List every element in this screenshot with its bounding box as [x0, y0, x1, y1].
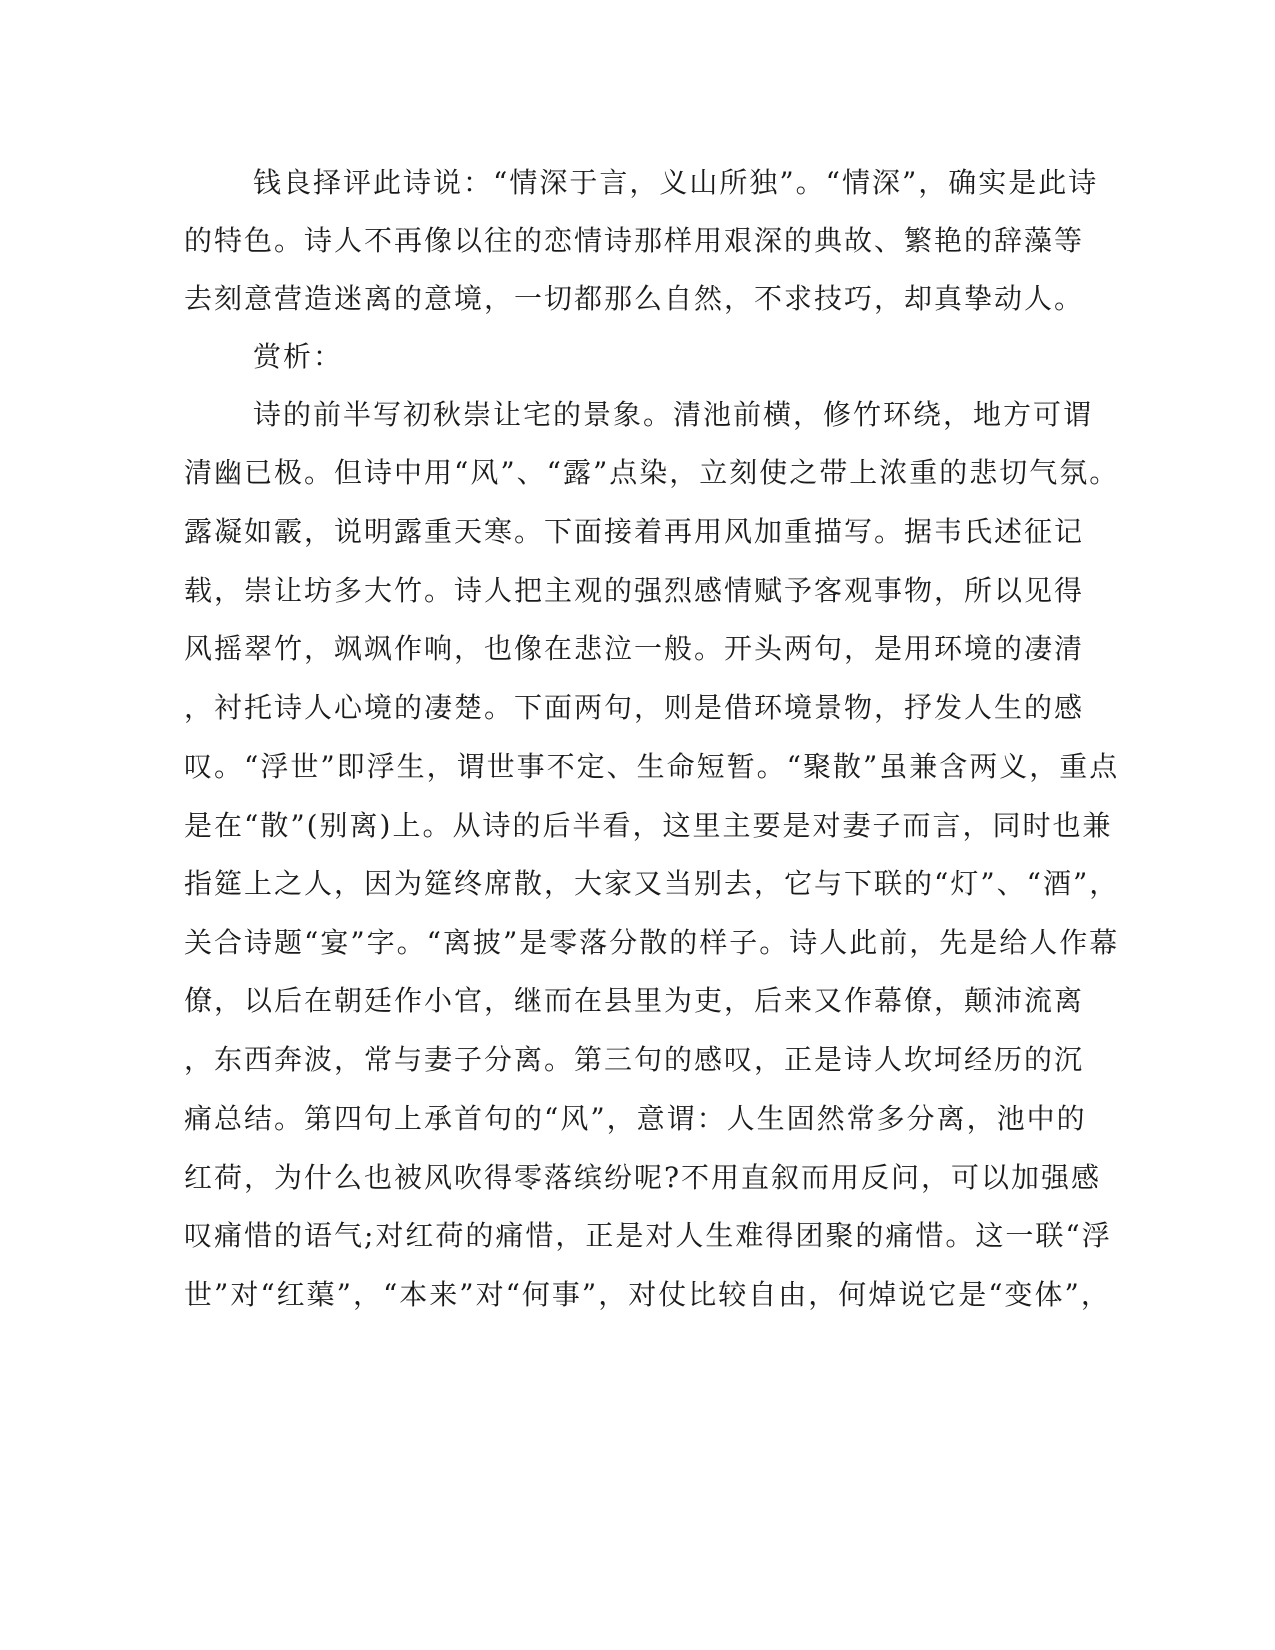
text-line: 是在“散”(别离)上。从诗的后半看，这里主要是对妻子而言，同时也兼: [184, 809, 1113, 842]
text-line: 叹。“浮世”即浮生，谓世事不定、生命短暂。“聚散”虽兼含两义，重点: [184, 750, 1120, 783]
text-line: 钱良择评此诗说：“情深于言，义山所独”。“情深”，确实是此诗: [253, 166, 1099, 199]
text-line: ，衬托诗人心境的凄楚。下面两句，则是借环境景物，抒发人生的感: [184, 691, 1085, 724]
text-line: 世”对“红蕖”，“本来”对“何事”，对仗比较自由，何焯说它是“变体”，: [184, 1278, 1111, 1311]
text-line: 僚，以后在朝廷作小官，继而在县里为吏，后来又作幕僚，颠沛流离: [184, 984, 1085, 1017]
text-line: 的特色。诗人不再像以往的恋情诗那样用艰深的典故、繁艳的辞藻等: [184, 224, 1085, 257]
text-line: 露凝如霰，说明露重天寒。下面接着再用风加重描写。据韦氏述征记: [184, 515, 1085, 548]
text-line: 清幽已极。但诗中用“风”、“露”点染，立刻使之带上浓重的悲切气氛。: [184, 456, 1120, 489]
text-line: 红荷，为什么也被风吹得零落缤纷呢?不用直叙而用反问，可以加强感: [184, 1161, 1102, 1194]
text-line: 去刻意营造迷离的意境，一切都那么自然，不求技巧，却真挚动人。: [184, 282, 1085, 315]
text-line: ，东西奔波，常与妻子分离。第三句的感叹，正是诗人坎坷经历的沉: [184, 1043, 1085, 1076]
text-line: 载，崇让坊多大竹。诗人把主观的强烈感情赋予客观事物，所以见得: [184, 574, 1085, 607]
section-heading: 赏析：: [253, 340, 344, 373]
text-line: 诗的前半写初秋崇让宅的景象。清池前横，修竹环绕，地方可谓: [253, 398, 1094, 431]
text-line: 关合诗题“宴”字。“离披”是零落分散的样子。诗人此前，先是给人作幕: [184, 926, 1120, 959]
text-line: 痛总结。第四句上承首句的“风”，意谓：人生固然常多分离，池中的: [184, 1102, 1087, 1135]
text-line: 叹痛惜的语气;对红荷的痛惜，正是对人生难得团聚的痛惜。这一联“浮: [184, 1219, 1112, 1252]
text-line: 风摇翠竹，飒飒作响，也像在悲泣一般。开头两句，是用环境的凄清: [184, 632, 1085, 665]
text-line: 指筵上之人，因为筵终席散，大家又当别去，它与下联的“灯”、“酒”，: [184, 867, 1120, 900]
